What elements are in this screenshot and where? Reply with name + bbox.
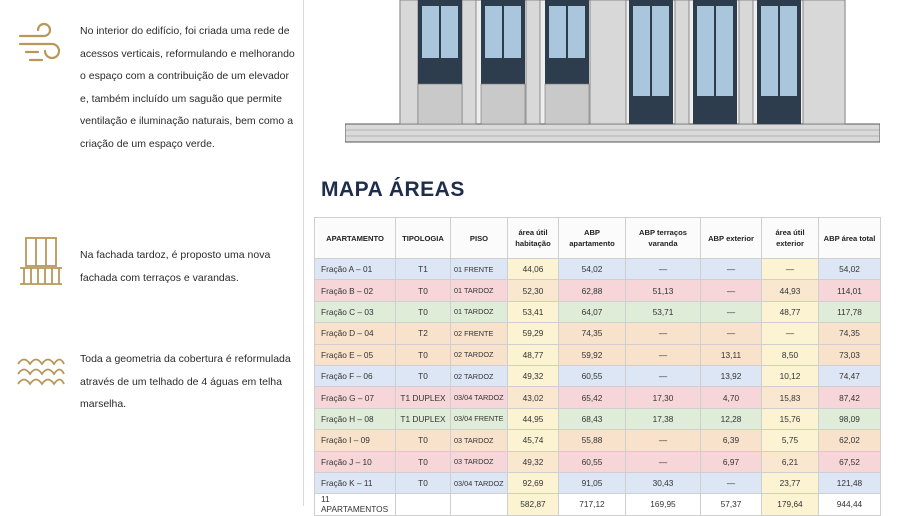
table-cell: 02 TARDOZ — [451, 365, 508, 386]
table-cell: — — [626, 323, 701, 344]
table-cell: — — [701, 323, 762, 344]
table-cell: 91,05 — [559, 472, 626, 493]
table-cell: 48,77 — [508, 344, 559, 365]
main-panel — [305, 0, 900, 515]
table-cell: Fração G – 07 — [315, 387, 396, 408]
table-cell: T0 — [396, 365, 451, 386]
col-header: ABP exterior — [701, 218, 762, 259]
table-cell: 582,87 — [508, 494, 559, 515]
table-cell: 45,74 — [508, 430, 559, 451]
table-cell: 44,06 — [508, 259, 559, 280]
table-cell: — — [626, 430, 701, 451]
table-cell: — — [626, 344, 701, 365]
table-cell: 57,37 — [701, 494, 762, 515]
feature-roof — [16, 348, 300, 416]
table-cell: 53,41 — [508, 301, 559, 322]
table-cell: 73,03 — [819, 344, 881, 365]
table-cell: 10,12 — [762, 365, 819, 386]
col-header: ABP área total — [819, 218, 881, 259]
table-cell: 59,92 — [559, 344, 626, 365]
table-cell: 48,77 — [762, 301, 819, 322]
feature-facade — [16, 236, 300, 289]
table-cell: 87,42 — [819, 387, 881, 408]
table-cell: T0 — [396, 280, 451, 301]
map-title: MAPA ÁREAS — [321, 178, 465, 201]
table-cell: — — [701, 301, 762, 322]
table-cell: 12,28 — [701, 408, 762, 429]
feature-ventilation — [16, 20, 300, 155]
facade-elevation-drawing — [345, 0, 880, 146]
table-cell: T0 — [396, 301, 451, 322]
col-header: APARTAMENTO — [315, 218, 396, 259]
table-cell: T0 — [396, 430, 451, 451]
table-cell: 23,77 — [762, 472, 819, 493]
feature-text: Na fachada tardoz, é proposto uma nova fachada com terraços e varandas. — [80, 249, 271, 284]
table-cell: T2 — [396, 323, 451, 344]
table-cell: 15,76 — [762, 408, 819, 429]
table-cell: 92,69 — [508, 472, 559, 493]
table-cell: 6,39 — [701, 430, 762, 451]
table-header-row — [315, 218, 881, 259]
table-row — [315, 344, 881, 365]
table-cell: 02 FRENTE — [451, 323, 508, 344]
table-row — [315, 365, 881, 386]
table-cell: 62,02 — [819, 430, 881, 451]
table-cell: 62,88 — [559, 280, 626, 301]
table-cell: 49,32 — [508, 365, 559, 386]
table-cell: 68,43 — [559, 408, 626, 429]
table-cell: 65,42 — [559, 387, 626, 408]
table-cell: 43,02 — [508, 387, 559, 408]
table-cell: — — [626, 451, 701, 472]
wind-icon — [16, 20, 66, 70]
table-cell: 74,35 — [819, 323, 881, 344]
table-cell: — — [626, 365, 701, 386]
table-cell: 121,48 — [819, 472, 881, 493]
table-cell: 117,78 — [819, 301, 881, 322]
table-cell: 8,50 — [762, 344, 819, 365]
table-cell: 13,92 — [701, 365, 762, 386]
table-cell: 64,07 — [559, 301, 626, 322]
table-cell: — — [701, 472, 762, 493]
table-cell: 01 TARDOZ — [451, 280, 508, 301]
areas-table — [314, 217, 881, 516]
table-cell: Fração B – 02 — [315, 280, 396, 301]
roof-tile-icon — [16, 348, 66, 398]
feature-text: Toda a geometria da cobertura é reformulada através de um telhado de 4 águas em telha marselha. — [80, 353, 291, 410]
table-cell: 59,29 — [508, 323, 559, 344]
col-header: área útil exterior — [762, 218, 819, 259]
table-cell: 54,02 — [559, 259, 626, 280]
table-cell: 02 TARDOZ — [451, 344, 508, 365]
table-cell: 30,43 — [626, 472, 701, 493]
col-header: ABP apartamento — [559, 218, 626, 259]
table-cell: 6,97 — [701, 451, 762, 472]
col-header: TIPOLOGIA — [396, 218, 451, 259]
table-cell: Fração I – 09 — [315, 430, 396, 451]
table-row — [315, 280, 881, 301]
table-cell: 5,75 — [762, 430, 819, 451]
table-cell: T0 — [396, 472, 451, 493]
table-row — [315, 472, 881, 493]
table-cell: 01 FRENTE — [451, 259, 508, 280]
table-row — [315, 323, 881, 344]
features-panel — [0, 0, 304, 506]
table-row — [315, 408, 881, 429]
table-cell: T0 — [396, 344, 451, 365]
col-header: PISO — [451, 218, 508, 259]
table-cell: T1 DUPLEX — [396, 408, 451, 429]
table-cell: — — [762, 323, 819, 344]
table-cell: 03/04 TARDOZ — [451, 472, 508, 493]
table-cell: 114,01 — [819, 280, 881, 301]
table-row — [315, 387, 881, 408]
table-cell: 169,95 — [626, 494, 701, 515]
table-cell — [451, 494, 508, 515]
table-cell: 03/04 TARDOZ — [451, 387, 508, 408]
table-cell: 15,83 — [762, 387, 819, 408]
table-cell: — — [762, 259, 819, 280]
table-cell: Fração A – 01 — [315, 259, 396, 280]
table-cell: 44,95 — [508, 408, 559, 429]
table-cell: Fração J – 10 — [315, 451, 396, 472]
table-cell: 944,44 — [819, 494, 881, 515]
balcony-facade-icon — [16, 236, 66, 286]
table-cell: 60,55 — [559, 451, 626, 472]
table-cell: — — [626, 259, 701, 280]
col-header: ABP terraços varanda — [626, 218, 701, 259]
table-cell: 13,11 — [701, 344, 762, 365]
table-cell: 55,88 — [559, 430, 626, 451]
table-cell: 01 TARDOZ — [451, 301, 508, 322]
table-cell: 4,70 — [701, 387, 762, 408]
table-cell: 74,47 — [819, 365, 881, 386]
table-cell: 53,71 — [626, 301, 701, 322]
table-cell — [396, 494, 451, 515]
table-cell: 49,32 — [508, 451, 559, 472]
table-row — [315, 301, 881, 322]
table-cell: 67,52 — [819, 451, 881, 472]
table-row — [315, 430, 881, 451]
table-cell: 179,64 — [762, 494, 819, 515]
table-cell: Fração E – 05 — [315, 344, 396, 365]
table-cell: 6,21 — [762, 451, 819, 472]
table-cell: 17,30 — [626, 387, 701, 408]
table-cell: 54,02 — [819, 259, 881, 280]
table-cell: T0 — [396, 451, 451, 472]
table-cell: 60,55 — [559, 365, 626, 386]
table-cell: 03/04 FRENTE — [451, 408, 508, 429]
table-cell: 17,38 — [626, 408, 701, 429]
table-cell: 03 TARDOZ — [451, 430, 508, 451]
table-cell: 44,93 — [762, 280, 819, 301]
table-cell: 51,13 — [626, 280, 701, 301]
table-cell: Fração K – 11 — [315, 472, 396, 493]
table-cell: 11 APARTAMENTOS — [315, 494, 396, 515]
col-header: área útil habitação — [508, 218, 559, 259]
table-cell: Fração C – 03 — [315, 301, 396, 322]
feature-text: No interior do edifício, foi criada uma rede de acessos verticais, reformulando e melhorando o espaço com a contribuição de um elevador e, também incluído um saguão que permite ventilação e iluminação naturais, bem como a criação de um espaço verde. — [80, 25, 295, 150]
table-cell: 74,35 — [559, 323, 626, 344]
table-total-row — [315, 494, 881, 515]
table-cell: 03 TARDOZ — [451, 451, 508, 472]
table-cell: T1 — [396, 259, 451, 280]
table-cell: 717,12 — [559, 494, 626, 515]
table-cell: Fração D – 04 — [315, 323, 396, 344]
table-cell: 98,09 — [819, 408, 881, 429]
table-cell: 52,30 — [508, 280, 559, 301]
table-cell: Fração H – 08 — [315, 408, 396, 429]
table-row — [315, 451, 881, 472]
table-cell: — — [701, 259, 762, 280]
table-cell: Fração F – 06 — [315, 365, 396, 386]
table-cell: T1 DUPLEX — [396, 387, 451, 408]
table-cell: — — [701, 280, 762, 301]
table-row — [315, 259, 881, 280]
